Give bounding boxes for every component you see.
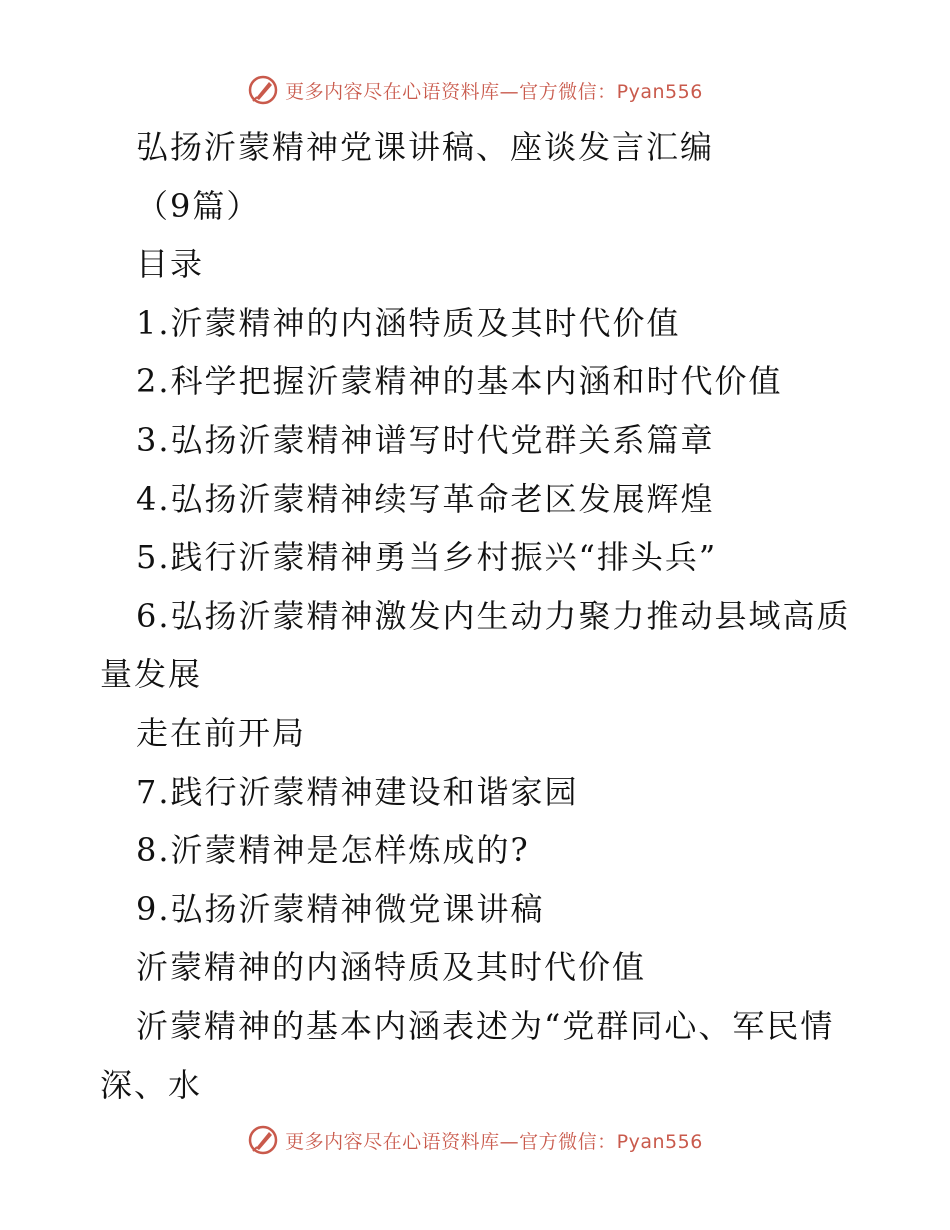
toc-item: 5.践行沂蒙精神勇当乡村振兴“排头兵” bbox=[136, 538, 718, 577]
toc-item: 9.弘扬沂蒙精神微党课讲稿 bbox=[136, 889, 545, 928]
toc-item: 7.践行沂蒙精神建设和谐家园 bbox=[136, 772, 579, 811]
toc-item: 4.弘扬沂蒙精神续写革命老区发展辉煌 bbox=[136, 479, 715, 518]
header-banner bbox=[0, 70, 950, 110]
paragraph-line: 深、水 bbox=[100, 1065, 203, 1104]
paragraph-line: 沂蒙精神的基本内涵表述为“党群同心、军民情 bbox=[136, 1006, 835, 1045]
document-body bbox=[100, 118, 860, 1114]
footer-banner-text: 更多内容尽在心语资料库—官方微信：Pyan556 bbox=[285, 1130, 703, 1153]
quill-logo-icon bbox=[247, 74, 279, 106]
header-banner-text: 更多内容尽在心语资料库—官方微信：Pyan556 bbox=[285, 80, 703, 103]
doc-line: （9篇） bbox=[136, 186, 261, 225]
doc-line: 目录 bbox=[136, 245, 205, 284]
toc-item-continuation: 量发展 bbox=[100, 655, 203, 694]
toc-item: 6.弘扬沂蒙精神激发内生动力聚力推动县域高质 bbox=[136, 596, 851, 635]
section-heading: 沂蒙精神的内涵特质及其时代价值 bbox=[136, 948, 647, 987]
toc-item: 8.沂蒙精神是怎样炼成的? bbox=[136, 831, 530, 870]
doc-line: 走在前开局 bbox=[136, 713, 307, 752]
toc-item: 3.弘扬沂蒙精神谱写时代党群关系篇章 bbox=[136, 420, 715, 459]
footer-banner bbox=[0, 1120, 950, 1160]
toc-item: 1.沂蒙精神的内涵特质及其时代价值 bbox=[136, 303, 681, 342]
toc-item: 2.科学把握沂蒙精神的基本内涵和时代价值 bbox=[136, 362, 783, 401]
quill-logo-icon bbox=[247, 1124, 279, 1156]
doc-line: 弘扬沂蒙精神党课讲稿、座谈发言汇编 bbox=[136, 128, 715, 166]
